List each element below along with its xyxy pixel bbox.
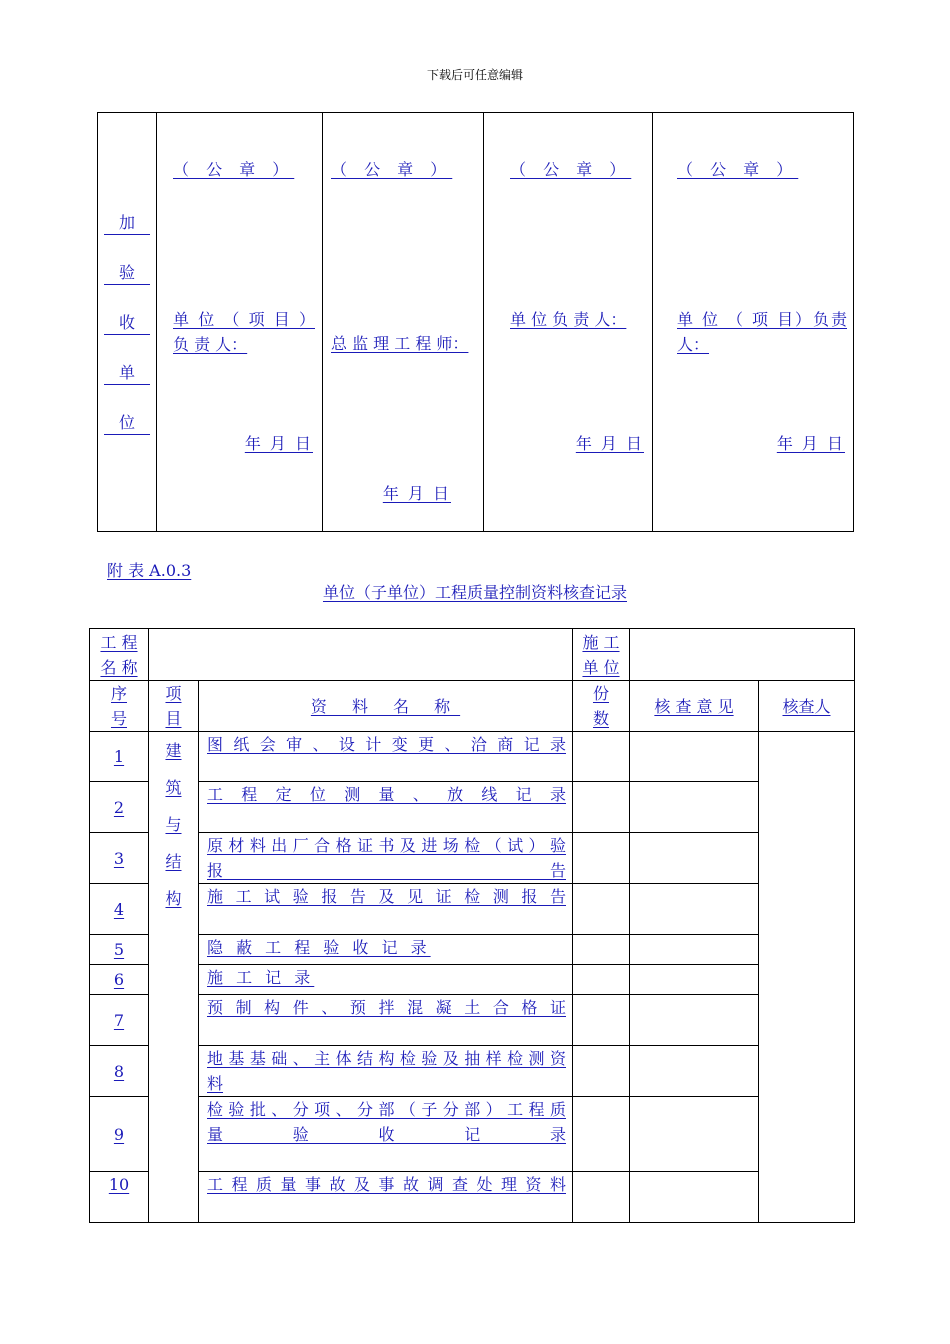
header-material bbox=[199, 681, 573, 732]
header-opinion bbox=[630, 681, 759, 732]
page-header-note: 下载后可任意编辑 bbox=[426, 68, 523, 82]
header-seq bbox=[90, 681, 149, 732]
header-item-text: 项 目 bbox=[165, 684, 182, 728]
label-char: 加 bbox=[104, 210, 150, 235]
seal-placeholder: （ 公 章 ） bbox=[510, 160, 632, 179]
row-opinion[interactable] bbox=[630, 1097, 759, 1172]
row-copies[interactable] bbox=[573, 935, 630, 965]
row-name-text: 隐 蔽 工 程 验 收 记 录 bbox=[207, 938, 431, 957]
project-name-label-cell bbox=[90, 629, 149, 681]
signer-title: 单 位 （ 项 目）负责人： bbox=[677, 310, 847, 354]
category-label: 建筑与结构 bbox=[165, 741, 182, 908]
label-char: 单 bbox=[104, 360, 150, 385]
checker-cell[interactable] bbox=[759, 732, 855, 1223]
row-no bbox=[90, 1097, 149, 1172]
row-name bbox=[199, 884, 573, 935]
row-name bbox=[199, 833, 573, 884]
row-copies[interactable] bbox=[573, 1097, 630, 1172]
row-no-text: 10 bbox=[108, 1175, 130, 1194]
row-opinion[interactable] bbox=[630, 884, 759, 935]
sign-date: 年 月 日 bbox=[575, 434, 644, 453]
table-row bbox=[90, 1046, 855, 1097]
row-name-text: 施 工 记 录 bbox=[207, 968, 315, 987]
acceptance-unit-label bbox=[104, 210, 150, 435]
signer-title: 单 位 负 责 人： bbox=[510, 310, 627, 329]
row-name bbox=[199, 1097, 573, 1172]
row-opinion[interactable] bbox=[630, 1172, 759, 1223]
row-no bbox=[90, 782, 149, 833]
row-no bbox=[90, 884, 149, 935]
row-copies[interactable] bbox=[573, 732, 630, 782]
row-copies[interactable] bbox=[573, 995, 630, 1046]
row-opinion[interactable] bbox=[630, 995, 759, 1046]
project-name-label: 工 程 名 称 bbox=[100, 632, 138, 677]
row-no-text: 8 bbox=[113, 1061, 125, 1081]
seal-placeholder: （ 公 章 ） bbox=[173, 160, 295, 179]
row-no bbox=[90, 935, 149, 965]
signer-title: 总 监 理 工 程 师： bbox=[331, 334, 469, 353]
row-name-text: 图 纸 会 审 、 设 计 变 更 、 洽 商 记 录 bbox=[207, 735, 566, 754]
row-no bbox=[90, 995, 149, 1046]
category-cell bbox=[149, 732, 199, 1223]
table-row bbox=[90, 833, 855, 884]
sign-date: 年 月 日 bbox=[244, 434, 313, 453]
row-name bbox=[199, 995, 573, 1046]
sign-date: 年 月 日 bbox=[382, 484, 451, 503]
row-name-text: 施 工 试 验 报 告 及 见 证 检 测 报 告 bbox=[207, 887, 566, 906]
quality-control-check-table bbox=[89, 628, 855, 1223]
sign-cell-1 bbox=[157, 113, 323, 532]
row-opinion[interactable] bbox=[630, 833, 759, 884]
header-seq-text: 序 号 bbox=[110, 684, 127, 728]
row-name-text: 工 程 质 量 事 故 及 事 故 调 查 处 理 资 料 bbox=[207, 1175, 566, 1194]
label-char: 验 bbox=[104, 260, 150, 285]
row-no bbox=[90, 833, 149, 884]
row-name bbox=[199, 965, 573, 995]
acceptance-signature-table bbox=[97, 112, 854, 532]
row-name bbox=[199, 1172, 573, 1223]
row-no-text: 3 bbox=[113, 848, 125, 868]
row-copies[interactable] bbox=[573, 884, 630, 935]
acceptance-unit-label-cell bbox=[98, 113, 157, 532]
row-copies[interactable] bbox=[573, 1046, 630, 1097]
row-name bbox=[199, 732, 573, 782]
row-opinion[interactable] bbox=[630, 1046, 759, 1097]
header-item bbox=[149, 681, 199, 732]
row-no-text: 1 bbox=[113, 747, 125, 766]
header-checker-text: 核查人 bbox=[782, 696, 831, 716]
row-name-text: 检 验 批 、 分 项 、 分 部 （ 子 分 部 ） 工 程 质 量 验 收 记 录 bbox=[207, 1100, 566, 1144]
row-no-text: 6 bbox=[113, 970, 125, 989]
row-no-text: 9 bbox=[113, 1124, 125, 1144]
sign-cell-4 bbox=[653, 113, 854, 532]
construction-unit-label: 施 工 单 位 bbox=[582, 632, 620, 677]
row-name bbox=[199, 935, 573, 965]
row-no bbox=[90, 1172, 149, 1223]
sign-cell-3 bbox=[484, 113, 653, 532]
table-row bbox=[90, 965, 855, 995]
row-no-text: 5 bbox=[113, 940, 125, 959]
row-name-text: 地 基 基 础 、 主 体 结 构 检 验 及 抽 样 检 测 资 料 bbox=[207, 1049, 566, 1093]
row-copies[interactable] bbox=[573, 833, 630, 884]
row-copies[interactable] bbox=[573, 1172, 630, 1223]
row-opinion[interactable] bbox=[630, 782, 759, 833]
row-no bbox=[90, 1046, 149, 1097]
row-opinion[interactable] bbox=[630, 935, 759, 965]
seal-placeholder: （ 公 章 ） bbox=[677, 160, 799, 179]
header-copies-text: 份 数 bbox=[592, 684, 609, 728]
label-char: 位 bbox=[104, 410, 150, 435]
row-copies[interactable] bbox=[573, 965, 630, 995]
label-char: 收 bbox=[104, 310, 150, 335]
header-material-text: 资 料 名 称 bbox=[310, 696, 461, 716]
sign-date: 年 月 日 bbox=[776, 434, 845, 453]
construction-unit-label-cell bbox=[573, 629, 630, 681]
row-opinion[interactable] bbox=[630, 732, 759, 782]
table-row bbox=[90, 884, 855, 935]
table-row bbox=[90, 782, 855, 833]
row-no bbox=[90, 732, 149, 782]
header-checker bbox=[759, 681, 855, 732]
row-copies[interactable] bbox=[573, 782, 630, 833]
signer-title: 单 位 （ 项 目 ） 负 责 人： bbox=[173, 310, 315, 354]
seal-placeholder: （ 公 章 ） bbox=[331, 160, 453, 179]
construction-unit-value[interactable] bbox=[630, 629, 855, 681]
row-no-text: 2 bbox=[113, 797, 125, 817]
row-name bbox=[199, 782, 573, 833]
row-no bbox=[90, 965, 149, 995]
row-opinion[interactable] bbox=[630, 965, 759, 995]
table-row bbox=[90, 1172, 855, 1223]
table-row bbox=[90, 732, 855, 782]
table-row bbox=[90, 935, 855, 965]
row-no-text: 4 bbox=[113, 899, 125, 919]
table-row bbox=[90, 995, 855, 1046]
header-copies bbox=[573, 681, 630, 732]
document-title bbox=[0, 580, 950, 603]
appendix-label: 附 表 A.0.3 bbox=[107, 561, 192, 580]
table-row bbox=[90, 1097, 855, 1172]
row-name-text: 工 程 定 位 测 量 、 放 线 记 录 bbox=[207, 785, 566, 804]
row-no-text: 7 bbox=[113, 1010, 125, 1030]
sign-cell-2 bbox=[323, 113, 484, 532]
row-name-text: 预 制 构 件 、 预 拌 混 凝 土 合 格 证 bbox=[207, 998, 566, 1017]
row-name-text: 原 材 料 出 厂 合 格 证 书 及 进 场 检 （ 试 ） 验 报 告 bbox=[207, 836, 566, 880]
header-opinion-text: 核 查 意 见 bbox=[654, 696, 734, 716]
document-title-text: 单位（子单位）工程质量控制资料核查记录 bbox=[322, 583, 627, 602]
row-name bbox=[199, 1046, 573, 1097]
project-name-value[interactable] bbox=[149, 629, 573, 681]
